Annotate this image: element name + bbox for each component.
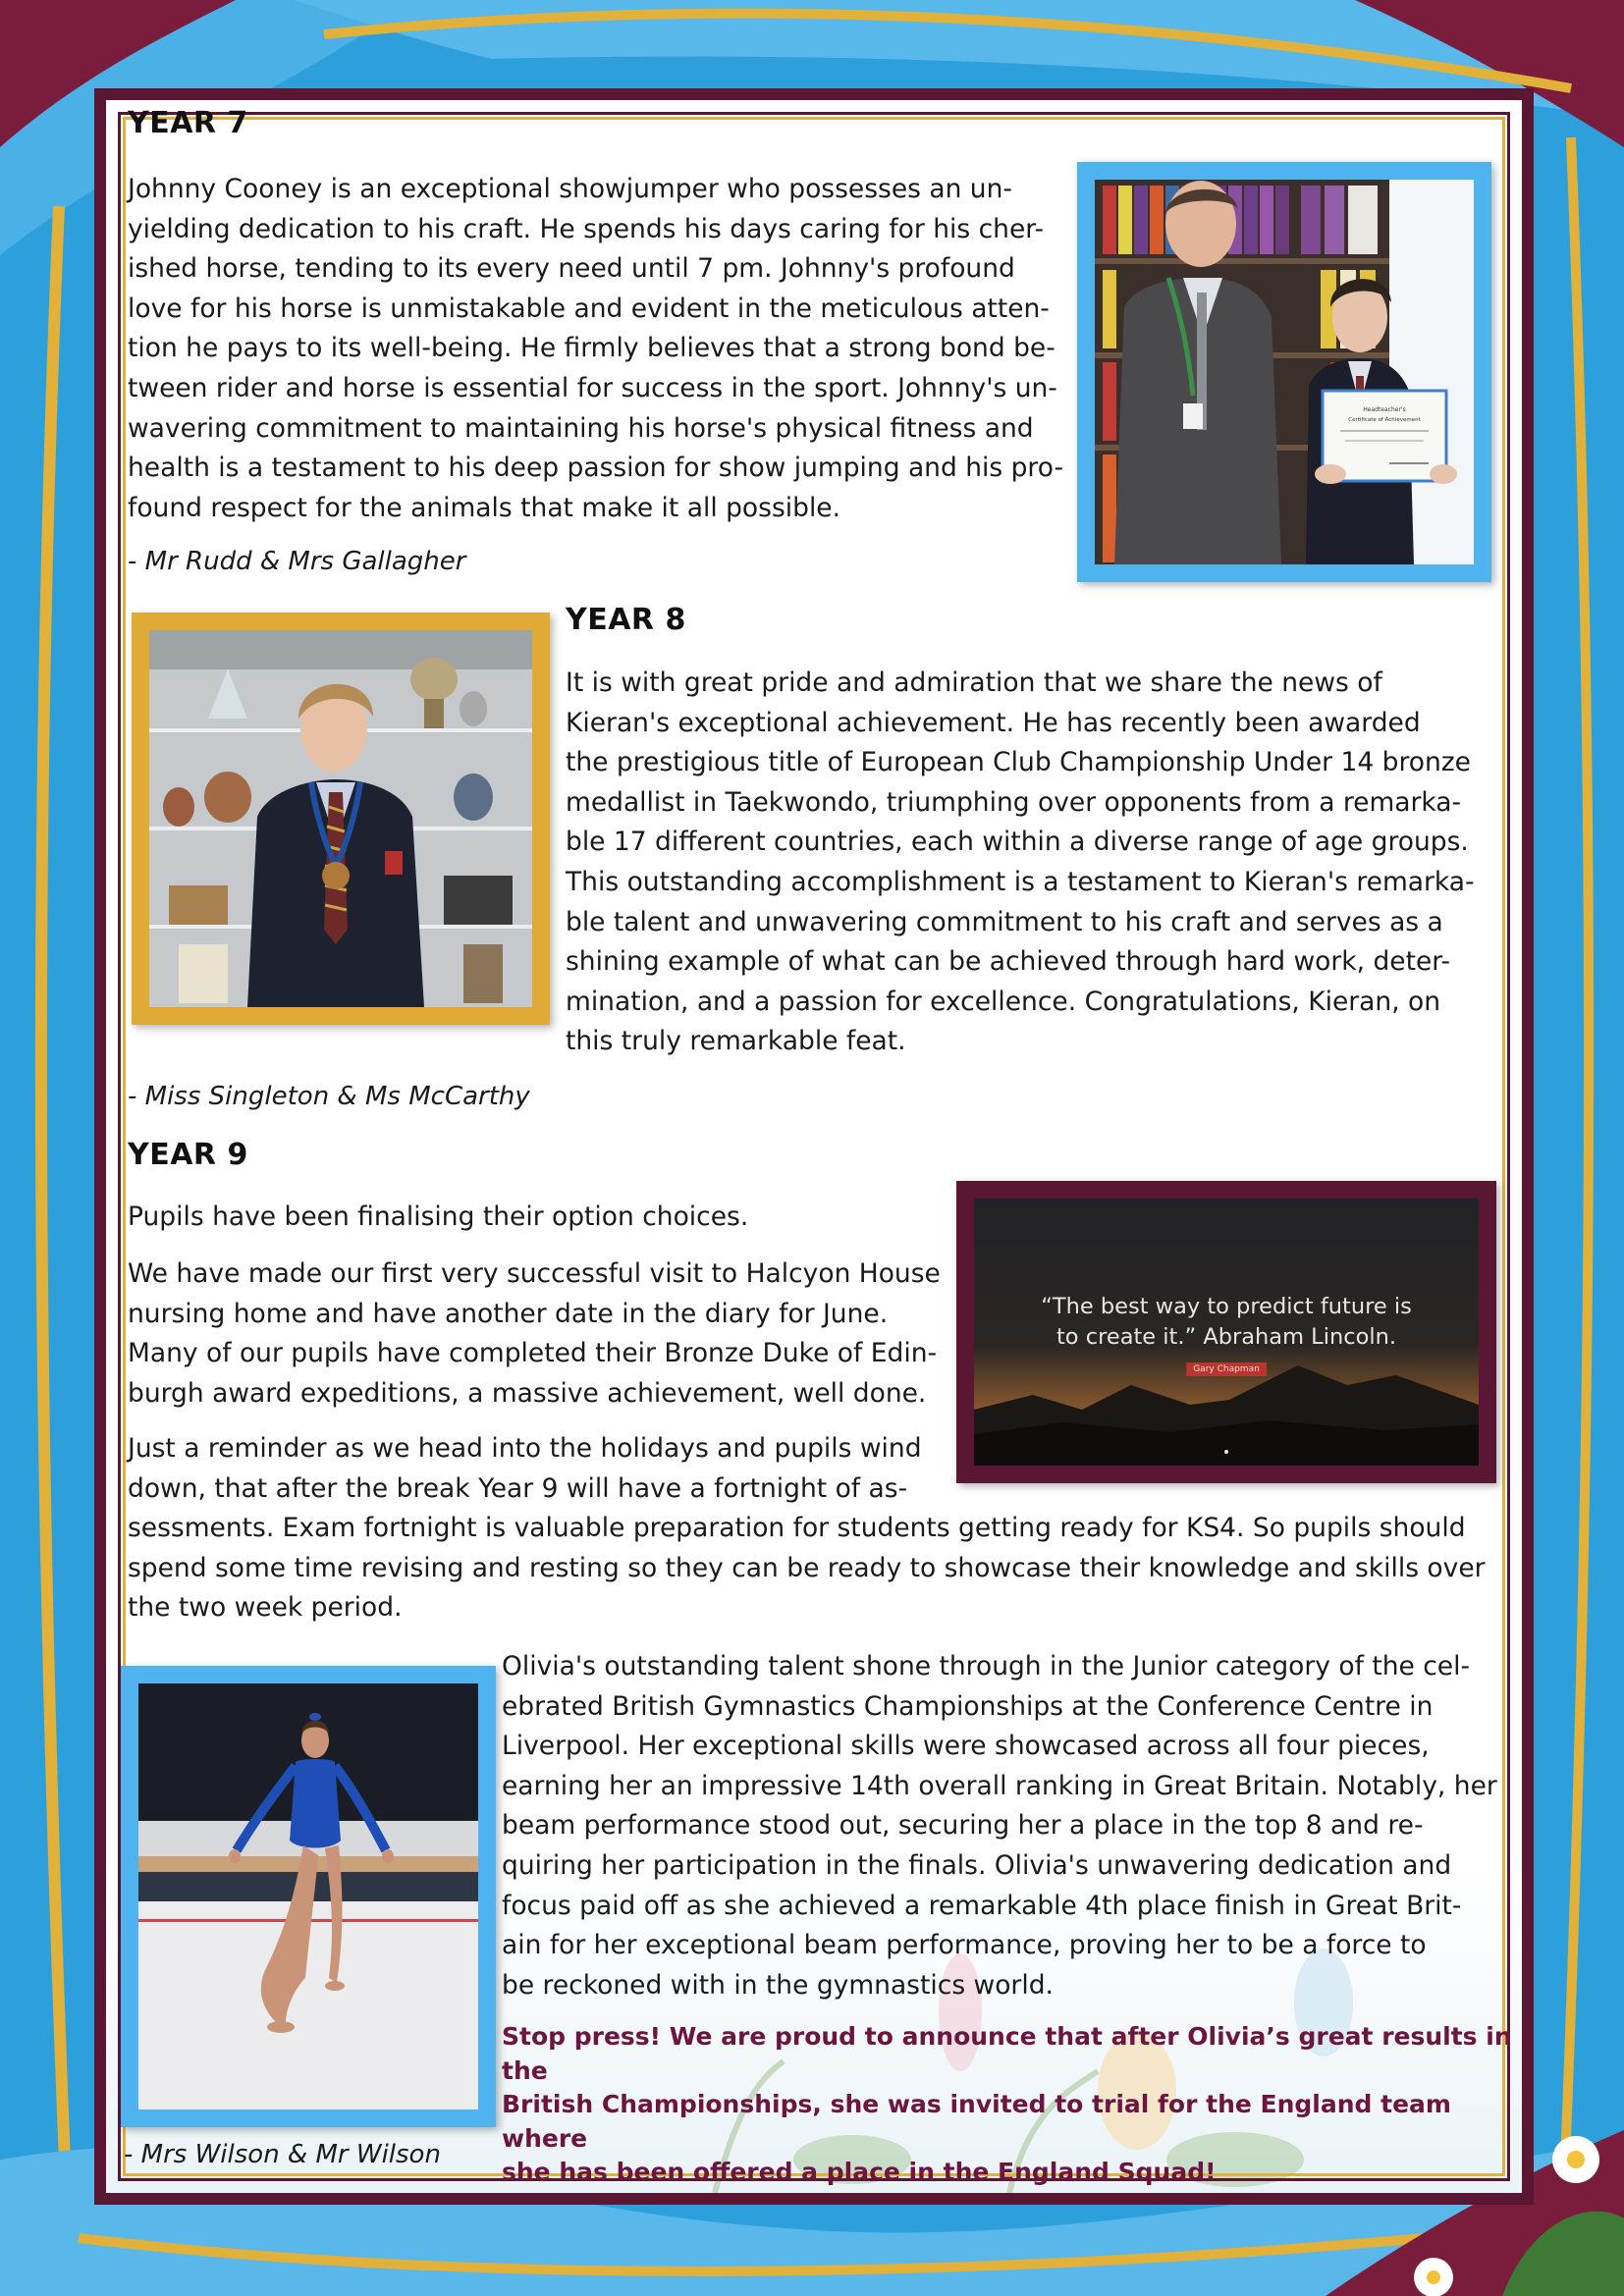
year9-para2-line: nursing home and have another date in the diary for June. xyxy=(128,1298,889,1329)
year9-para2-line: We have made our first very successful visit to Halcyon House xyxy=(128,1258,941,1289)
year7-line: yielding dedication to his craft. He spends his days caring for his cher- xyxy=(128,213,1045,244)
certificate-title-line1: Headteacher's xyxy=(1363,406,1406,413)
quote-line-2: to create it.” Abraham Lincoln. xyxy=(1056,1324,1397,1350)
year8-line: mination, and a passion for excellence. Congratulations, Kieran, on xyxy=(566,986,1441,1017)
year9-para3-line: sessments. Exam fortnight is valuable preparation for students getting ready for KS4. So pupils should xyxy=(128,1513,1466,1544)
year7-line: found respect for the animals that make it all possible. xyxy=(128,492,841,523)
year8-line: ble 17 different countries, each within a diverse range of age groups. xyxy=(566,827,1469,858)
olivia-line: earning her an impressive 14th overall ranking in Great Britain. Notably, her xyxy=(502,1770,1497,1801)
olivia-line: focus paid off as she achieved a remarkable 4th place finish in Great Brit- xyxy=(502,1890,1462,1921)
year8-line: It is with great pride and admiration that we share the news of xyxy=(566,667,1382,698)
year9-signature: - Mrs Wilson & Mr Wilson xyxy=(124,2140,441,2169)
year7-line: tween rider and horse is essential for success in the sport. Johnny's un- xyxy=(128,372,1057,403)
year9-para3-line: Just a reminder as we head into the holidays and pupils wind xyxy=(128,1433,922,1464)
year8-line: this truly remarkable feat. xyxy=(566,1026,906,1057)
stop-press-line: Stop press! We are proud to announce that after Olivia’s great results in the xyxy=(502,2022,1512,2085)
olivia-line: Liverpool. Her exceptional skills were showcased across all four pieces, xyxy=(502,1731,1430,1762)
year8-heading: YEAR 8 xyxy=(566,603,686,637)
year7-line: health is a testament to his deep passion for show jumping and his pro- xyxy=(128,453,1064,484)
year9-para1: Pupils have been finalising their option choices. xyxy=(128,1201,749,1232)
year8-line: ble talent and unwavering commitment to his craft and serves as a xyxy=(566,906,1443,937)
olivia-line: Olivia's outstanding talent shone through in the Junior category of the cel- xyxy=(502,1651,1471,1682)
year7-photo xyxy=(1077,162,1491,582)
year7-line: ished horse, tending to its every need until 7 pm. Johnny's profound xyxy=(128,253,1015,285)
year9-para3-line: spend some time revising and resting so they can be ready to showcase their knowledge and skills over xyxy=(128,1552,1486,1583)
year7-signature: - Mr Rudd & Mrs Gallagher xyxy=(128,547,466,576)
year8-line: Kieran's exceptional achievement. He has recently been awarded xyxy=(566,707,1421,738)
medal-photo-illustration xyxy=(149,630,532,1007)
year7-body xyxy=(128,170,1070,528)
stop-press-line: British Championships, she was invited to trial for the England team where xyxy=(502,2090,1451,2153)
year7-line: love for his horse is unmistakable and evident in the meticulous atten- xyxy=(128,293,1050,324)
olivia-line: beam performance stood out, securing her a place in the top 8 and re- xyxy=(502,1810,1424,1842)
olivia-line: ain for her exceptional beam performance, proving her to be a force to xyxy=(502,1930,1427,1961)
year9-para2-line: burgh award expeditions, a massive achievement, well done. xyxy=(128,1377,927,1409)
olivia-photo xyxy=(121,1666,496,2127)
year8-photo xyxy=(132,613,550,1025)
year8-signature: - Miss Singleton & Ms McCarthy xyxy=(128,1082,530,1111)
year7-line: Johnny Cooney is an exceptional showjumper who possesses an un- xyxy=(128,174,1012,204)
year9-para2-line: Many of our pupils have completed their Bronze Duke of Edin- xyxy=(128,1338,938,1369)
olivia-body xyxy=(502,1647,1513,2005)
year7-line: tion he pays to its well-being. He firmly believes that a strong bond be- xyxy=(128,333,1056,364)
gymnast-photo-illustration xyxy=(138,1683,478,2109)
year8-line: the prestigious title of European Club Championship Under 14 bronze xyxy=(566,747,1471,778)
year7-heading: YEAR 7 xyxy=(128,106,248,140)
quote-author-tag: Gary Chapman xyxy=(1186,1362,1267,1376)
year8-body xyxy=(566,664,1508,1062)
certificate-photo-illustration xyxy=(1095,180,1474,564)
quote-line-1: “The best way to predict future is xyxy=(1041,1294,1412,1319)
year9-para3-line: down, that after the break Year 9 will have a fortnight of as- xyxy=(128,1472,908,1504)
stop-press-notice xyxy=(502,2020,1513,2190)
olivia-line: be reckoned with in the gymnastics world. xyxy=(502,1969,1054,2001)
year8-line: medallist in Taekwondo, triumphing over opponents from a remarka- xyxy=(566,786,1462,818)
year9-para2 xyxy=(128,1255,952,1414)
year8-line: shining example of what can be achieved through hard work, deter- xyxy=(566,946,1451,978)
year7-line: wavering commitment to maintaining his horse's physical fitness and xyxy=(128,412,1034,444)
quote-image xyxy=(956,1181,1496,1483)
stop-press-line: she has been offered a place in the England Squad! xyxy=(502,2158,1217,2186)
year9-heading: YEAR 9 xyxy=(128,1138,248,1172)
olivia-line: ebrated British Gymnastics Championships at the Conference Centre in xyxy=(502,1690,1434,1722)
certificate-title-line2: Certificate of Achievement xyxy=(1348,417,1421,423)
year8-line: This outstanding accomplishment is a testament to Kieran's remarka- xyxy=(566,866,1475,897)
year9-para3-line: the two week period. xyxy=(128,1592,403,1624)
olivia-line: quiring her participation in the finals. Olivia's unwavering dedication and xyxy=(502,1849,1452,1881)
